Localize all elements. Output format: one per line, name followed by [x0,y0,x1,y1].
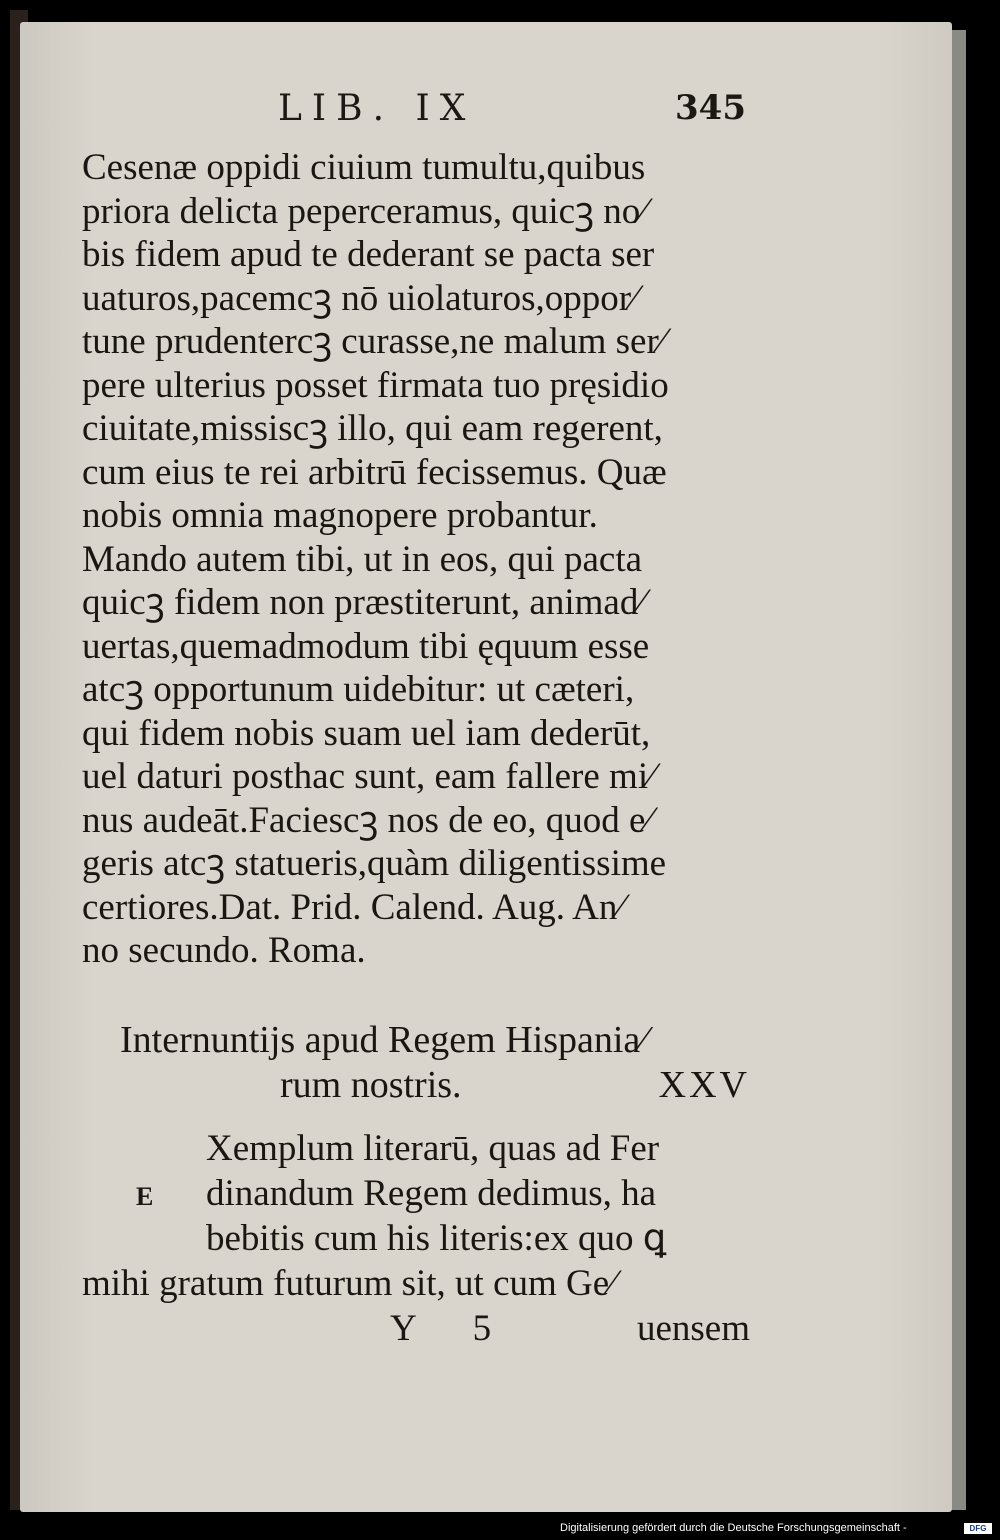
text-line: pere ulterius posset firmata tuo pręsidio [82,364,669,406]
text-line: Cesenæ oppidi ciuium tumultu,quibus [82,147,646,188]
text-line: uertas,quemadmodum tibi ęquum esse [82,625,650,667]
book-page [20,22,952,1512]
text-line: bebitis cum his literis:ex quo ꝗ [206,1218,667,1259]
folio-number: 345 [675,88,746,128]
initial-letter-guide: E [136,1182,154,1211]
text-line: ciuitate,missiscꝫ illo, qui eam regerent, [82,408,663,449]
text-line: bis fidem apud te dederant se pacta ser [82,234,655,275]
text-line: uaturos,pacemcꝫ nō uiolaturos,oppor⁄ [82,277,638,319]
text-line: Xemplum literarū, quas ad Fer [206,1128,660,1169]
text-line: Mando autem tibi, ut in eos, qui pacta [82,538,643,580]
text-line: cum eius te rei arbitrū fecissemus. Quæ [82,451,667,493]
letter-number: XXV [658,1064,750,1106]
text-line: no secundo. Roma. [82,930,366,971]
text-line: quicꝫ fidem non præstiterunt, animad⁄ [82,582,645,623]
heading-line: rum nostris. [280,1064,462,1106]
signature-mark: Y 5 [390,1308,516,1349]
text-line: geris atcꝫ statueris,quàm diligentissime [82,843,667,884]
dfg-logo: DFG [964,1523,992,1534]
page-stack-edge [952,30,966,1510]
text-line: mihi gratum futurum sit, ut cum Ge⁄ [82,1263,616,1304]
text-line: atcꝫ opportunum uidebitur: ut cæteri, [82,669,635,710]
catchword: uensem [636,1308,750,1349]
page-header [20,88,952,138]
text-line: nus audeāt.Faciescꝫ nos de eo, quod e⁄ [82,799,652,841]
digitization-credit: Digitalisierung gefördert durch die Deutsche Forschungsgemeinschaft - [560,1522,907,1534]
body-text [82,146,762,973]
text-line: qui fidem nobis suam uel iam dederūt, [82,712,651,754]
text-line: dinandum Regem dedimus, ha [206,1173,657,1214]
signature-line [82,1306,762,1351]
heading-line: Internuntijs apud Regem Hispania⁄ [120,1019,647,1061]
running-title: LIB. IX [278,88,476,129]
text-line: priora delicta peperceramus, quicꝫ no⁄ [82,190,647,232]
text-line: certiores.Dat. Prid. Calend. Aug. An⁄ [82,886,624,928]
text-line: uel daturi posthac sunt, eam fallere mi⁄ [82,756,655,797]
text-line: nobis omnia magnopere probantur. [82,495,598,536]
letter-opening [82,1126,762,1349]
letter-heading [120,1018,760,1108]
text-line: tune prudentercꝫ curasse,ne malum ser⁄ [82,321,665,362]
